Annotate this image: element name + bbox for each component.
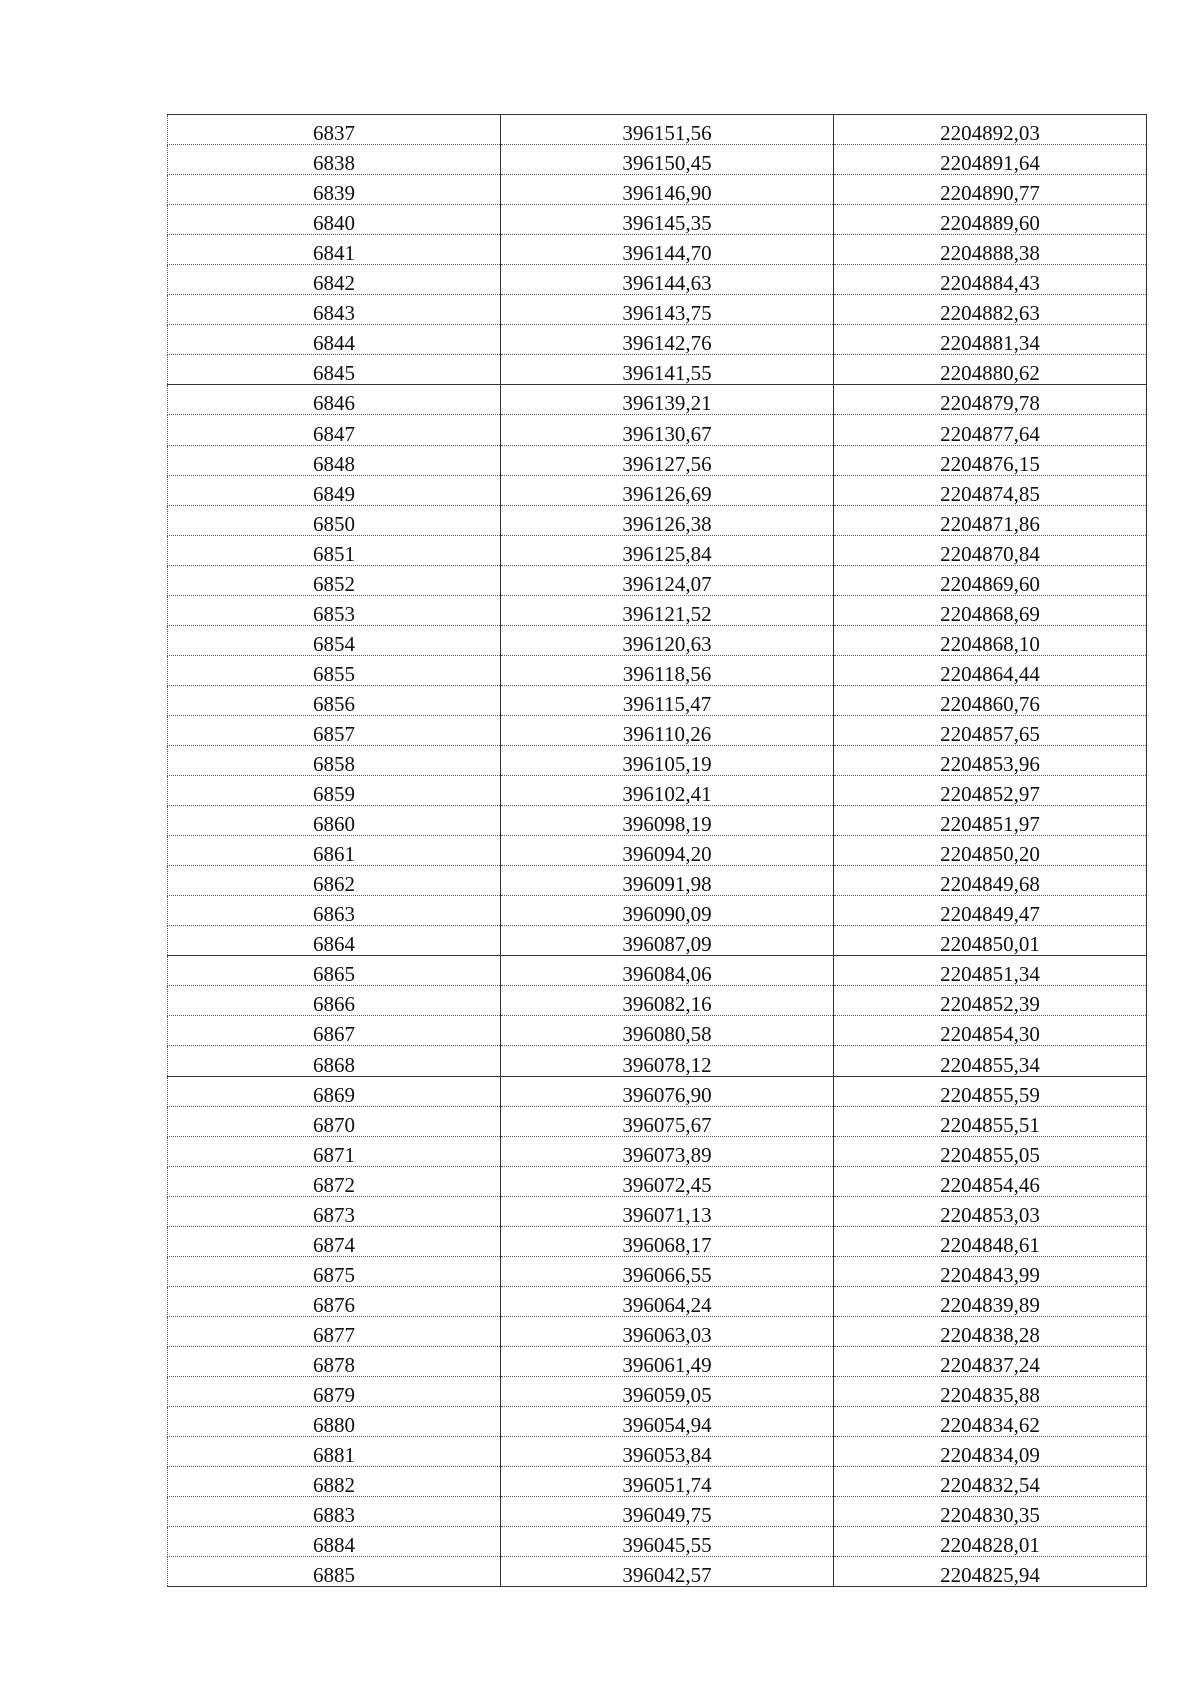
y-coordinate-cell: 2204874,85 (834, 475, 1147, 505)
point-number-cell: 6843 (168, 295, 501, 325)
x-coordinate-cell: 396126,38 (501, 505, 834, 535)
y-coordinate-cell: 2204860,76 (834, 685, 1147, 715)
table-row (168, 655, 1147, 685)
x-coordinate-cell: 396091,98 (501, 866, 834, 896)
point-number-cell: 6861 (168, 836, 501, 866)
y-coordinate-cell: 2204834,09 (834, 1437, 1147, 1467)
table-row (168, 1557, 1147, 1587)
y-coordinate-cell: 2204852,97 (834, 776, 1147, 806)
table-row (168, 415, 1147, 445)
table-row (168, 1226, 1147, 1256)
x-coordinate-cell: 396144,63 (501, 265, 834, 295)
point-number-cell: 6870 (168, 1106, 501, 1136)
x-coordinate-cell: 396068,17 (501, 1226, 834, 1256)
table-row (168, 1527, 1147, 1557)
table-row (168, 896, 1147, 926)
table-row (168, 625, 1147, 655)
x-coordinate-cell: 396075,67 (501, 1106, 834, 1136)
y-coordinate-cell: 2204851,34 (834, 956, 1147, 986)
x-coordinate-cell: 396078,12 (501, 1046, 834, 1076)
table-row (168, 685, 1147, 715)
x-coordinate-cell: 396102,41 (501, 776, 834, 806)
point-number-cell: 6863 (168, 896, 501, 926)
point-number-cell: 6871 (168, 1136, 501, 1166)
y-coordinate-cell: 2204830,35 (834, 1497, 1147, 1527)
table-row (168, 595, 1147, 625)
point-number-cell: 6862 (168, 866, 501, 896)
table-row (168, 776, 1147, 806)
x-coordinate-cell: 396063,03 (501, 1316, 834, 1346)
point-number-cell: 6882 (168, 1467, 501, 1497)
point-number-cell: 6853 (168, 595, 501, 625)
point-number-cell: 6849 (168, 475, 501, 505)
table-row (168, 445, 1147, 475)
x-coordinate-cell: 396144,70 (501, 235, 834, 265)
point-number-cell: 6867 (168, 1016, 501, 1046)
table-row (168, 1407, 1147, 1437)
table-row (168, 1256, 1147, 1286)
y-coordinate-cell: 2204837,24 (834, 1346, 1147, 1376)
table-row (168, 265, 1147, 295)
y-coordinate-cell: 2204855,51 (834, 1106, 1147, 1136)
x-coordinate-cell: 396118,56 (501, 655, 834, 685)
point-number-cell: 6851 (168, 535, 501, 565)
table-row (168, 1166, 1147, 1196)
y-coordinate-cell: 2204868,10 (834, 625, 1147, 655)
point-number-cell: 6866 (168, 986, 501, 1016)
point-number-cell: 6869 (168, 1076, 501, 1106)
x-coordinate-cell: 396051,74 (501, 1467, 834, 1497)
y-coordinate-cell: 2204832,54 (834, 1467, 1147, 1497)
y-coordinate-cell: 2204857,65 (834, 715, 1147, 745)
y-coordinate-cell: 2204892,03 (834, 115, 1147, 145)
table-row (168, 505, 1147, 535)
y-coordinate-cell: 2204855,59 (834, 1076, 1147, 1106)
point-number-cell: 6881 (168, 1437, 501, 1467)
y-coordinate-cell: 2204880,62 (834, 355, 1147, 385)
point-number-cell: 6857 (168, 715, 501, 745)
y-coordinate-cell: 2204877,64 (834, 415, 1147, 445)
y-coordinate-cell: 2204854,46 (834, 1166, 1147, 1196)
table-row (168, 145, 1147, 175)
table-row (168, 1497, 1147, 1527)
table-row (168, 355, 1147, 385)
x-coordinate-cell: 396151,56 (501, 115, 834, 145)
y-coordinate-cell: 2204843,99 (834, 1256, 1147, 1286)
table-row (168, 1467, 1147, 1497)
table-row (168, 1016, 1147, 1046)
x-coordinate-cell: 396145,35 (501, 205, 834, 235)
point-number-cell: 6842 (168, 265, 501, 295)
x-coordinate-cell: 396076,90 (501, 1076, 834, 1106)
x-coordinate-cell: 396061,49 (501, 1346, 834, 1376)
table-row (168, 475, 1147, 505)
y-coordinate-cell: 2204855,34 (834, 1046, 1147, 1076)
point-number-cell: 6860 (168, 806, 501, 836)
table-row (168, 115, 1147, 145)
table-row (168, 1316, 1147, 1346)
x-coordinate-cell: 396120,63 (501, 625, 834, 655)
point-number-cell: 6854 (168, 625, 501, 655)
x-coordinate-cell: 396087,09 (501, 926, 834, 956)
y-coordinate-cell: 2204839,89 (834, 1286, 1147, 1316)
x-coordinate-cell: 396071,13 (501, 1196, 834, 1226)
x-coordinate-cell: 396125,84 (501, 535, 834, 565)
x-coordinate-cell: 396146,90 (501, 175, 834, 205)
x-coordinate-cell: 396072,45 (501, 1166, 834, 1196)
table-row (168, 1106, 1147, 1136)
table-row (168, 1196, 1147, 1226)
point-number-cell: 6872 (168, 1166, 501, 1196)
point-number-cell: 6841 (168, 235, 501, 265)
x-coordinate-cell: 396126,69 (501, 475, 834, 505)
y-coordinate-cell: 2204834,62 (834, 1407, 1147, 1437)
x-coordinate-cell: 396059,05 (501, 1376, 834, 1406)
y-coordinate-cell: 2204848,61 (834, 1226, 1147, 1256)
x-coordinate-cell: 396121,52 (501, 595, 834, 625)
x-coordinate-cell: 396064,24 (501, 1286, 834, 1316)
table-row (168, 1046, 1147, 1076)
point-number-cell: 6839 (168, 175, 501, 205)
y-coordinate-cell: 2204889,60 (834, 205, 1147, 235)
point-number-cell: 6877 (168, 1316, 501, 1346)
x-coordinate-cell: 396080,58 (501, 1016, 834, 1046)
y-coordinate-cell: 2204891,64 (834, 145, 1147, 175)
point-number-cell: 6884 (168, 1527, 501, 1557)
y-coordinate-cell: 2204881,34 (834, 325, 1147, 355)
table-row (168, 715, 1147, 745)
table-row (168, 1076, 1147, 1106)
point-number-cell: 6879 (168, 1376, 501, 1406)
x-coordinate-cell: 396066,55 (501, 1256, 834, 1286)
point-number-cell: 6846 (168, 385, 501, 415)
x-coordinate-cell: 396143,75 (501, 295, 834, 325)
point-number-cell: 6838 (168, 145, 501, 175)
y-coordinate-cell: 2204888,38 (834, 235, 1147, 265)
table-row (168, 1376, 1147, 1406)
x-coordinate-cell: 396045,55 (501, 1527, 834, 1557)
table-row (168, 1136, 1147, 1166)
table-row (168, 836, 1147, 866)
x-coordinate-cell: 396141,55 (501, 355, 834, 385)
table-row (168, 205, 1147, 235)
table-row (168, 806, 1147, 836)
table-row (168, 956, 1147, 986)
point-number-cell: 6883 (168, 1497, 501, 1527)
x-coordinate-cell: 396042,57 (501, 1557, 834, 1587)
y-coordinate-cell: 2204825,94 (834, 1557, 1147, 1587)
x-coordinate-cell: 396139,21 (501, 385, 834, 415)
y-coordinate-cell: 2204884,43 (834, 265, 1147, 295)
point-number-cell: 6850 (168, 505, 501, 535)
y-coordinate-cell: 2204850,20 (834, 836, 1147, 866)
x-coordinate-cell: 396094,20 (501, 836, 834, 866)
point-number-cell: 6840 (168, 205, 501, 235)
x-coordinate-cell: 396082,16 (501, 986, 834, 1016)
point-number-cell: 6844 (168, 325, 501, 355)
x-coordinate-cell: 396115,47 (501, 685, 834, 715)
x-coordinate-cell: 396049,75 (501, 1497, 834, 1527)
point-number-cell: 6848 (168, 445, 501, 475)
point-number-cell: 6873 (168, 1196, 501, 1226)
table-row (168, 235, 1147, 265)
table-row (168, 1286, 1147, 1316)
table-row (168, 745, 1147, 775)
y-coordinate-cell: 2204864,44 (834, 655, 1147, 685)
y-coordinate-cell: 2204890,77 (834, 175, 1147, 205)
table-row (168, 866, 1147, 896)
x-coordinate-cell: 396142,76 (501, 325, 834, 355)
point-number-cell: 6856 (168, 685, 501, 715)
y-coordinate-cell: 2204850,01 (834, 926, 1147, 956)
x-coordinate-cell: 396110,26 (501, 715, 834, 745)
x-coordinate-cell: 396084,06 (501, 956, 834, 986)
point-number-cell: 6874 (168, 1226, 501, 1256)
point-number-cell: 6865 (168, 956, 501, 986)
y-coordinate-cell: 2204838,28 (834, 1316, 1147, 1346)
point-number-cell: 6855 (168, 655, 501, 685)
point-number-cell: 6852 (168, 565, 501, 595)
point-number-cell: 6880 (168, 1407, 501, 1437)
y-coordinate-cell: 2204879,78 (834, 385, 1147, 415)
y-coordinate-cell: 2204849,47 (834, 896, 1147, 926)
point-number-cell: 6864 (168, 926, 501, 956)
coordinates-table-body (168, 115, 1147, 1587)
point-number-cell: 6875 (168, 1256, 501, 1286)
y-coordinate-cell: 2204849,68 (834, 866, 1147, 896)
x-coordinate-cell: 396098,19 (501, 806, 834, 836)
table-row (168, 1346, 1147, 1376)
point-number-cell: 6845 (168, 355, 501, 385)
y-coordinate-cell: 2204868,69 (834, 595, 1147, 625)
table-row (168, 175, 1147, 205)
x-coordinate-cell: 396073,89 (501, 1136, 834, 1166)
y-coordinate-cell: 2204853,96 (834, 745, 1147, 775)
y-coordinate-cell: 2204828,01 (834, 1527, 1147, 1557)
y-coordinate-cell: 2204852,39 (834, 986, 1147, 1016)
y-coordinate-cell: 2204870,84 (834, 535, 1147, 565)
x-coordinate-cell: 396054,94 (501, 1407, 834, 1437)
y-coordinate-cell: 2204876,15 (834, 445, 1147, 475)
table-row (168, 385, 1147, 415)
y-coordinate-cell: 2204835,88 (834, 1376, 1147, 1406)
x-coordinate-cell: 396105,19 (501, 745, 834, 775)
table-row (168, 295, 1147, 325)
y-coordinate-cell: 2204853,03 (834, 1196, 1147, 1226)
x-coordinate-cell: 396090,09 (501, 896, 834, 926)
coordinates-table (167, 114, 1147, 1587)
table-row (168, 926, 1147, 956)
table-row (168, 1437, 1147, 1467)
point-number-cell: 6847 (168, 415, 501, 445)
table-row (168, 535, 1147, 565)
y-coordinate-cell: 2204854,30 (834, 1016, 1147, 1046)
x-coordinate-cell: 396127,56 (501, 445, 834, 475)
point-number-cell: 6858 (168, 745, 501, 775)
point-number-cell: 6876 (168, 1286, 501, 1316)
point-number-cell: 6885 (168, 1557, 501, 1587)
point-number-cell: 6859 (168, 776, 501, 806)
table-row (168, 986, 1147, 1016)
y-coordinate-cell: 2204851,97 (834, 806, 1147, 836)
x-coordinate-cell: 396130,67 (501, 415, 834, 445)
point-number-cell: 6878 (168, 1346, 501, 1376)
x-coordinate-cell: 396150,45 (501, 145, 834, 175)
y-coordinate-cell: 2204882,63 (834, 295, 1147, 325)
x-coordinate-cell: 396053,84 (501, 1437, 834, 1467)
table-row (168, 565, 1147, 595)
table-row (168, 325, 1147, 355)
x-coordinate-cell: 396124,07 (501, 565, 834, 595)
y-coordinate-cell: 2204871,86 (834, 505, 1147, 535)
point-number-cell: 6837 (168, 115, 501, 145)
point-number-cell: 6868 (168, 1046, 501, 1076)
y-coordinate-cell: 2204855,05 (834, 1136, 1147, 1166)
y-coordinate-cell: 2204869,60 (834, 565, 1147, 595)
